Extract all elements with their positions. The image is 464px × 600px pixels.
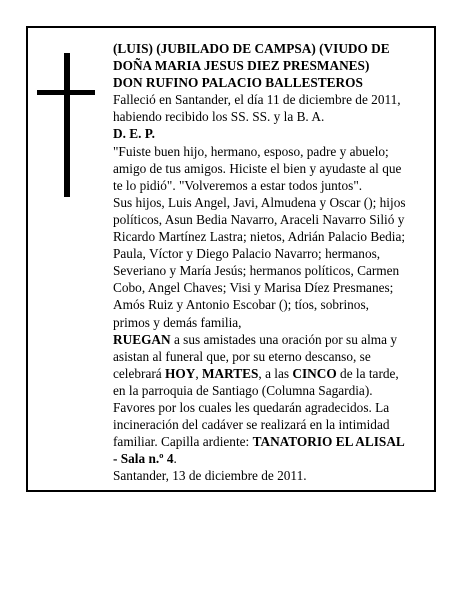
header-line: (LUIS) (JUBILADO DE CAMPSA) (VIUDO DE DOÑA MARIA JESUS DIEZ PRESMANES)	[113, 41, 390, 74]
dep-line: D. E. P.	[113, 126, 155, 142]
venue-label: TANATORIO EL ALISAL - Sala n.º 4	[113, 434, 405, 467]
hoy-label: HOY	[165, 365, 196, 381]
request-text-1: a sus amistades una oración por su alma y asistan al funeral que, por su eterno descanso, se celebrará	[113, 331, 397, 381]
cross-horizontal-bar	[37, 90, 95, 95]
cinco-label: CINCO	[292, 365, 337, 381]
comma-text: ,	[195, 365, 202, 381]
cross-vertical-bar	[64, 53, 70, 197]
martes-label: MARTES	[202, 365, 259, 381]
ruegan-label: RUEGAN	[113, 331, 171, 347]
funeral-request	[113, 331, 409, 468]
period-text: .	[173, 451, 177, 467]
death-notice: Falleció en Santander, el día 11 de diciembre de 2011, habiendo recibido los SS. SS. y la B. A.	[113, 92, 401, 125]
family-list: Sus hijos, Luis Angel, Javi, Almudena y Oscar (); hijos políticos, Asun Bedia Navarro, Araceli Navarro Silió y Ricardo Martínez Lastra; nietos, Adrián Palacio Bedia; Paula, Víctor y Diego Palacio Navarro; hermanos, Severiano y María Jesús; hermanos políticos, Carmen Cobo, Angel Chaves; Visi y Marisa Díez Presmanes; Amós Ruiz y Antonio Escobar (); tíos, sobrinos, primos y demás familia,	[113, 194, 406, 330]
deceased-name: DON RUFINO PALACIO BALLESTEROS	[113, 75, 363, 91]
request-text-2: , a las	[258, 365, 293, 381]
quote: "Fuiste buen hijo, hermano, esposo, padre y abuelo; amigo de tus amigos. Hiciste el bien y ayudaste al que te lo pidió". "Volveremos a estar todos juntos".	[113, 143, 402, 193]
obituary-text	[113, 40, 409, 484]
request-text-3: de la tarde, en la parroquia de Santiago (Columna Sagardia). Favores por los cuales les quedarán agradecidos. La incineración del cadáver se realizará en la intimidad familiar. Capilla ardiente:	[113, 365, 399, 450]
dateline: Santander, 13 de diciembre de 2011.	[113, 468, 307, 484]
